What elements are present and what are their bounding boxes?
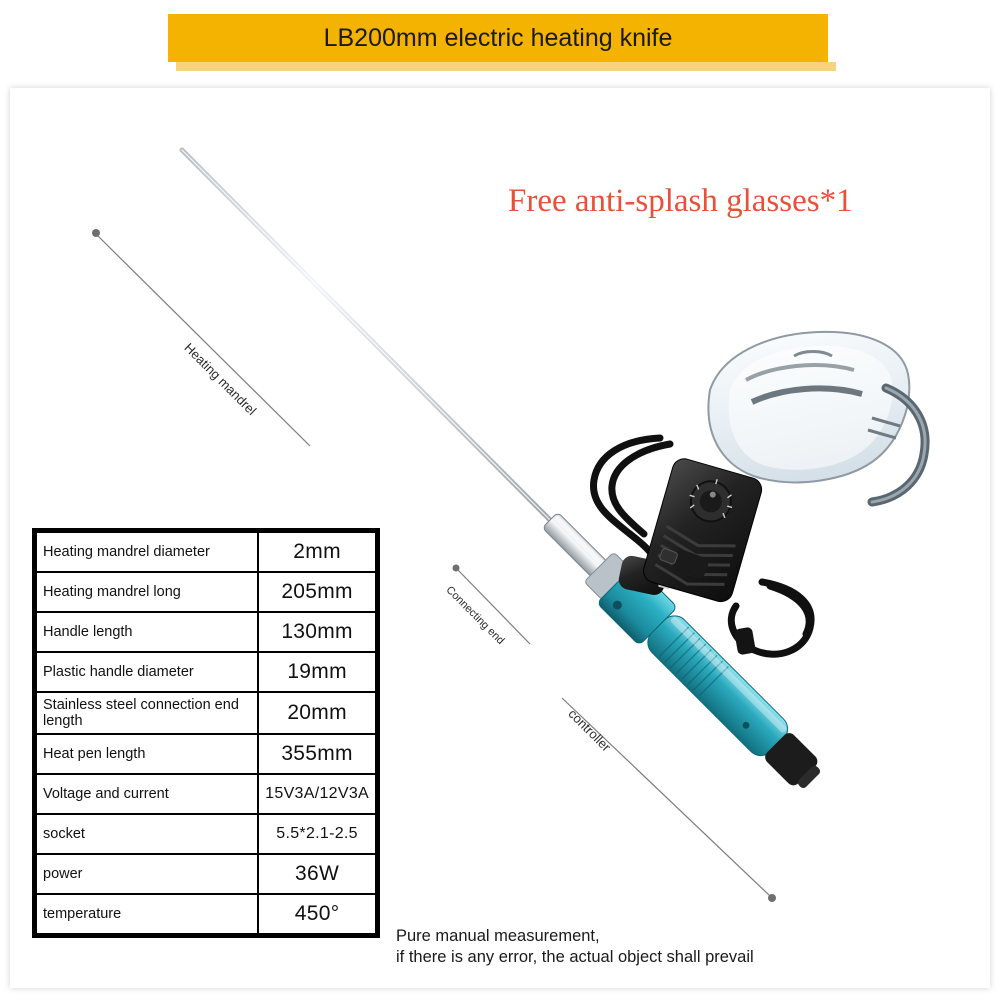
spec-label: Heat pen length bbox=[36, 734, 258, 774]
spec-value: 20mm bbox=[258, 692, 376, 734]
disclaimer bbox=[396, 926, 754, 968]
table-row bbox=[36, 814, 376, 854]
disclaimer-line-2: if there is any error, the actual object shall prevail bbox=[396, 948, 754, 967]
table-row bbox=[36, 894, 376, 934]
spec-value: 130mm bbox=[258, 612, 376, 652]
spec-label: Handle length bbox=[36, 612, 258, 652]
table-row bbox=[36, 692, 376, 734]
callout-label-heating-mandrel: Heating mandrel bbox=[181, 340, 260, 419]
spec-value: 205mm bbox=[258, 572, 376, 612]
title-banner-shadow bbox=[176, 62, 836, 71]
spec-value: 355mm bbox=[258, 734, 376, 774]
spec-label: temperature bbox=[36, 894, 258, 934]
specification-table bbox=[32, 528, 380, 938]
spec-label: Plastic handle diameter bbox=[36, 652, 258, 692]
page-title: LB200mm electric heating knife bbox=[323, 24, 673, 52]
spec-label: Voltage and current bbox=[36, 774, 258, 814]
spec-value: 450° bbox=[258, 894, 376, 934]
spec-label: Heating mandrel long bbox=[36, 572, 258, 612]
spec-value: 36W bbox=[258, 854, 376, 894]
table-row bbox=[36, 854, 376, 894]
spec-value: 15V3A/12V3A bbox=[258, 774, 376, 814]
spec-label: Stainless steel connection end length bbox=[36, 692, 258, 734]
spec-value: 2mm bbox=[258, 532, 376, 572]
table-row bbox=[36, 532, 376, 572]
spec-label: Heating mandrel diameter bbox=[36, 532, 258, 572]
spec-label: socket bbox=[36, 814, 258, 854]
spec-value: 5.5*2.1-2.5 bbox=[258, 814, 376, 854]
callout-label-controller: controller bbox=[565, 706, 614, 755]
title-banner bbox=[168, 14, 828, 62]
table-row bbox=[36, 572, 376, 612]
spec-value: 19mm bbox=[258, 652, 376, 692]
disclaimer-line-1: Pure manual measurement, bbox=[396, 927, 600, 945]
product-photo-panel bbox=[10, 88, 990, 988]
table-row bbox=[36, 774, 376, 814]
callout-label-connecting-end: Connecting end bbox=[443, 584, 507, 647]
spec-label: power bbox=[36, 854, 258, 894]
table-row bbox=[36, 612, 376, 652]
free-glasses-label: Free anti-splash glasses*1 bbox=[508, 183, 853, 219]
table-row bbox=[36, 734, 376, 774]
table-row bbox=[36, 652, 376, 692]
